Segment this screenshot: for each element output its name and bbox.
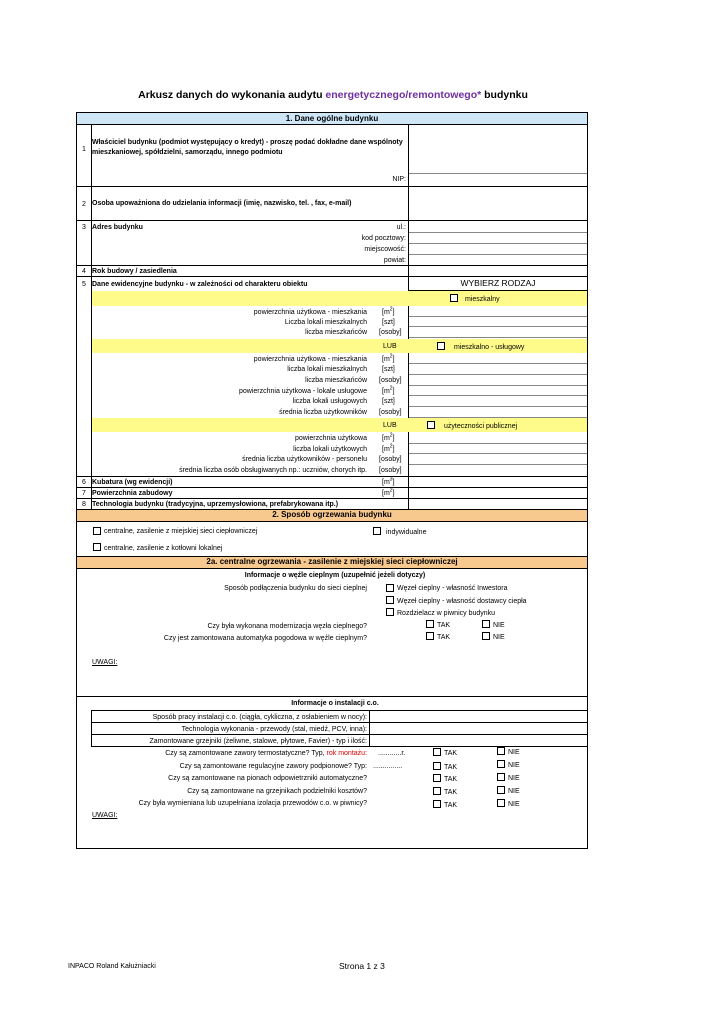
auto-vents-question: Czy są zamontowane na pionach odpowietrzniki automatyczne?	[168, 775, 367, 782]
g2-label: liczba mieszkańców	[305, 377, 367, 384]
installation-row-label: Technologia wykonania - przewody (stal, miedź, PCV, inna):	[181, 726, 367, 733]
g2-label: liczba lokali usługowych	[292, 398, 367, 405]
no-label: NIE	[493, 622, 505, 629]
address-street-label: ul.:	[396, 224, 406, 231]
g3-unit: [osoby]	[379, 467, 402, 474]
insulation-yes-checkbox[interactable]	[433, 800, 441, 808]
yes-label: TAK	[444, 750, 458, 757]
heat-node-info-title: Informacje o węźle cieplnym (uzupełnić jeżeli dotyczy)	[244, 572, 426, 579]
row-5-label: Dane ewidencyjne budynku - w zależności od charakteru obiektu	[92, 281, 308, 288]
street-input[interactable]	[409, 221, 587, 232]
row-6-label: Kubatura (wg ewidencji)	[92, 479, 173, 486]
riser-yes-checkbox[interactable]	[433, 762, 441, 770]
no-label: NIE	[508, 801, 520, 808]
remarks-input-1[interactable]	[130, 655, 580, 693]
installation-row-label: Zamontowane grzejniki (żeliwne, stalowe, płytowe, Favier) - typ i ilość:	[149, 738, 367, 745]
g1-input[interactable]	[409, 317, 587, 326]
row-2-number: 2	[82, 201, 86, 208]
cost-dividers-question: Czy są zamontowane na grzejnikach podzielniki kosztów?	[187, 788, 367, 795]
thermostatic-yes-checkbox[interactable]	[433, 748, 441, 756]
g2-unit: [szt]	[382, 398, 395, 405]
section-2a-title: 2a. centralne ogrzewania - zasilenie z miejskiej sieci ciepłowniczej	[206, 557, 458, 566]
insulation-no-checkbox[interactable]	[497, 799, 505, 807]
node-supplier-checkbox[interactable]	[386, 596, 394, 604]
number-column-divider	[91, 124, 92, 510]
installation-info-title: Informacje o instalacji c.o.	[291, 700, 379, 707]
g2-label: średnia liczba użytkowników	[279, 409, 367, 416]
row-1-number: 1	[82, 146, 86, 153]
g3-input[interactable]	[409, 454, 587, 464]
row-4-number: 4	[82, 268, 86, 275]
g3-label: liczba lokali użytkowych	[293, 446, 367, 453]
owner-input[interactable]	[409, 124, 587, 173]
row-3-number: 3	[82, 224, 86, 231]
g2-input[interactable]	[409, 364, 587, 374]
g2-unit: [szt]	[382, 366, 395, 373]
footer-company: INPACO Roland Kałużniacki	[68, 963, 156, 970]
g1-unit: [szt]	[382, 319, 395, 326]
build-year-input[interactable]	[409, 266, 587, 276]
public-use-checkbox[interactable]	[427, 421, 435, 429]
mixed-use-option-label: mieszkalno - usługowy	[454, 344, 525, 351]
heating-central-local-label: centralne, zasilenie z kotłowni lokalnej	[104, 545, 223, 552]
node-supplier-label: Węzeł cieplny - własność dostawcy ciepła	[397, 598, 527, 605]
row-7-unit: $[m^2]$	[382, 487, 395, 497]
g2-label: powierzchnia użytkowa - mieszkania	[253, 356, 367, 363]
g2-unit: [osoby]	[379, 377, 402, 384]
footer-page-number: Strona 1 z 3	[339, 961, 385, 971]
radiators-input[interactable]	[370, 735, 587, 746]
or-label: LUB	[383, 422, 397, 429]
row-6-number: 6	[82, 479, 86, 486]
thermostatic-year-dots: ............r.	[378, 750, 406, 757]
residential-band	[92, 291, 587, 306]
residential-option-label: mieszkalny	[465, 296, 500, 303]
g2-label: powierzchnia użytkowa - lokale usługowe	[238, 388, 367, 395]
g3-label: średnia liczba osób obsługiwanych np.: uczniów, chorych itp.	[179, 467, 367, 474]
heating-central-local-checkbox[interactable]	[93, 543, 101, 551]
g2-input[interactable]	[409, 375, 587, 385]
basement-distributor-checkbox[interactable]	[386, 608, 394, 616]
row-2-label: Osoba upoważniona do udzielania informacji (imię, nazwisko, tel. , fax, e-mail)	[92, 200, 352, 207]
or-label: LUB	[383, 343, 397, 350]
heating-individual-checkbox[interactable]	[373, 527, 381, 535]
dividers-no-checkbox[interactable]	[497, 786, 505, 794]
automation-yes-checkbox[interactable]	[426, 632, 434, 640]
yes-label: TAK	[444, 789, 458, 796]
section-1-title: 1. Dane ogólne budynku	[285, 114, 379, 123]
no-label: NIE	[508, 788, 520, 795]
g2-input[interactable]	[409, 353, 587, 363]
row-8-number: 8	[82, 501, 86, 508]
row-1-label-a: Właściciel budynku (podmiot występujący o kredyt) - proszę podać dokładne dane wspólnoty	[92, 139, 403, 146]
g2-unit: $[m^2]$	[382, 385, 395, 395]
row-5-number: 5	[82, 281, 86, 288]
title-colored: energetycznego/remontowego*	[325, 89, 482, 101]
thermostatic-valves-question: Czy są zamontowane zawory termostatyczne? Typ, rok montażu:	[165, 750, 367, 757]
residential-checkbox[interactable]	[450, 294, 458, 302]
connection-method-label: Sposób podłączenia budynku do sieci cieplnej	[224, 585, 367, 592]
city-input[interactable]	[409, 244, 587, 254]
pipe-technology-input[interactable]	[370, 723, 587, 734]
g2-label: liczba lokali mieszkalnych	[287, 366, 367, 373]
g1-input[interactable]	[409, 306, 587, 316]
g3-input[interactable]	[409, 465, 587, 475]
installation-row-label: Sposób pracy instalacji c.o. (ciągła, cykliczna, z osłabieniem w nocy):	[152, 714, 367, 721]
modernization-question: Czy była wykonana modernizacja węzła cieplnego?	[207, 623, 367, 630]
row-3-label: Adres budynku	[92, 224, 143, 231]
g1-unit: $[m^2]$	[382, 306, 395, 316]
yes-label: TAK	[437, 622, 451, 629]
weather-automation-question: Czy jest zamontowana automatyka pogodowa w węźle cieplnym?	[163, 635, 367, 642]
node-investor-checkbox[interactable]	[386, 584, 394, 592]
yes-label: TAK	[444, 776, 458, 783]
no-label: NIE	[508, 775, 520, 782]
address-county-label: powiat:	[383, 257, 406, 264]
pipe-insulation-question: Czy była wymieniana lub uzupełniana izolacja przewodów c.o. w piwnicy?	[138, 800, 367, 807]
g3-label: średnia liczba użytkowników - personelu	[242, 456, 367, 463]
built-area-input[interactable]	[409, 488, 587, 498]
row-6-unit: $[m^3]$	[382, 476, 395, 486]
modernization-yes-checkbox[interactable]	[426, 620, 434, 628]
vents-no-checkbox[interactable]	[497, 773, 505, 781]
g3-unit: [osoby]	[379, 456, 402, 463]
node-investor-label: Węzeł cieplny - własność Inwestora	[397, 585, 508, 592]
nip-label: NIP:	[392, 176, 406, 183]
modernization-no-checkbox[interactable]	[482, 620, 490, 628]
g1-label: Liczba lokali mieszkalnych	[284, 319, 367, 326]
g2-input[interactable]	[409, 386, 587, 395]
basement-distributor-label: Rozdzielacz w piwnicy budynku	[397, 610, 496, 617]
nip-input[interactable]	[409, 174, 587, 186]
mixed-use-checkbox[interactable]	[437, 342, 445, 350]
riser-valves-question: Czy są zamontowane regulacyjne zawory podpionowe? Typ:	[179, 763, 367, 770]
g3-unit: $[m^2]$	[382, 432, 395, 442]
riser-no-checkbox[interactable]	[497, 760, 505, 768]
g1-label: powierzchnia użytkowa - mieszkania	[253, 309, 367, 316]
choose-type-label: WYBIERZ RODZAJ	[460, 278, 536, 288]
contact-person-input[interactable]	[409, 187, 587, 220]
vents-yes-checkbox[interactable]	[433, 774, 441, 782]
row-8-label: Technologia budynku (tradycyjna, uprzemysłowiona, prefabrykowana itp.)	[92, 501, 339, 508]
g2-input[interactable]	[409, 396, 587, 406]
yes-label: TAK	[437, 634, 451, 641]
row-1-label-b: mieszkaniowej, spółdzielni, samorządu, innego podmiotu	[92, 149, 283, 156]
address-postal-label: kod pocztowy:	[361, 235, 406, 242]
no-label: NIE	[493, 634, 505, 641]
g2-unit: [osoby]	[379, 409, 402, 416]
g1-unit: [osoby]	[379, 329, 402, 336]
no-label: NIE	[508, 762, 520, 769]
technology-input[interactable]	[409, 499, 587, 509]
volume-input[interactable]	[409, 477, 587, 487]
section-2-title: 2. Sposób ogrzewania budynku	[272, 510, 392, 519]
heating-central-city-checkbox[interactable]	[93, 527, 101, 535]
row-4-label: Rok budowy / zasiedlenia	[92, 268, 177, 275]
document-title: Arkusz danych do wykonania audytu energetycznego/remontowego* budynku	[138, 89, 528, 101]
g2-unit: $[m^2]$	[382, 353, 395, 363]
remarks-input-2[interactable]	[130, 809, 580, 845]
address-city-label: miejscowość:	[364, 246, 406, 253]
row-7-number: 7	[82, 490, 86, 497]
installation-mode-input[interactable]	[370, 711, 587, 722]
thermostatic-no-checkbox[interactable]	[497, 747, 505, 755]
remarks-label-2: UWAGI:	[92, 812, 118, 819]
heating-central-city-label: centralne, zasilenie z miejskiej sieci ciepłowniczej	[104, 528, 258, 535]
public-use-option-label: użyteczności publicznej	[444, 423, 518, 430]
automation-no-checkbox[interactable]	[482, 632, 490, 640]
remarks-label-1: UWAGI:	[92, 659, 118, 666]
yes-label: TAK	[444, 802, 458, 809]
g2-input[interactable]	[409, 407, 587, 417]
g1-input[interactable]	[409, 327, 587, 337]
no-label: NIE	[508, 749, 520, 756]
postal-code-input[interactable]	[409, 233, 587, 243]
dividers-yes-checkbox[interactable]	[433, 787, 441, 795]
yes-label: TAK	[444, 764, 458, 771]
g1-label: liczba mieszkańców	[305, 329, 367, 336]
county-input[interactable]	[409, 255, 587, 265]
riser-valves-dots: ...............	[373, 763, 403, 770]
g3-label: powierzchnia użytkowa	[295, 435, 367, 442]
g3-input[interactable]	[409, 444, 587, 453]
g3-unit: $[m^2]$	[382, 443, 395, 453]
row-7-label: Powierzchnia zabudowy	[92, 490, 173, 497]
heating-individual-label: indywidualne	[386, 529, 427, 536]
g3-input[interactable]	[409, 432, 587, 443]
